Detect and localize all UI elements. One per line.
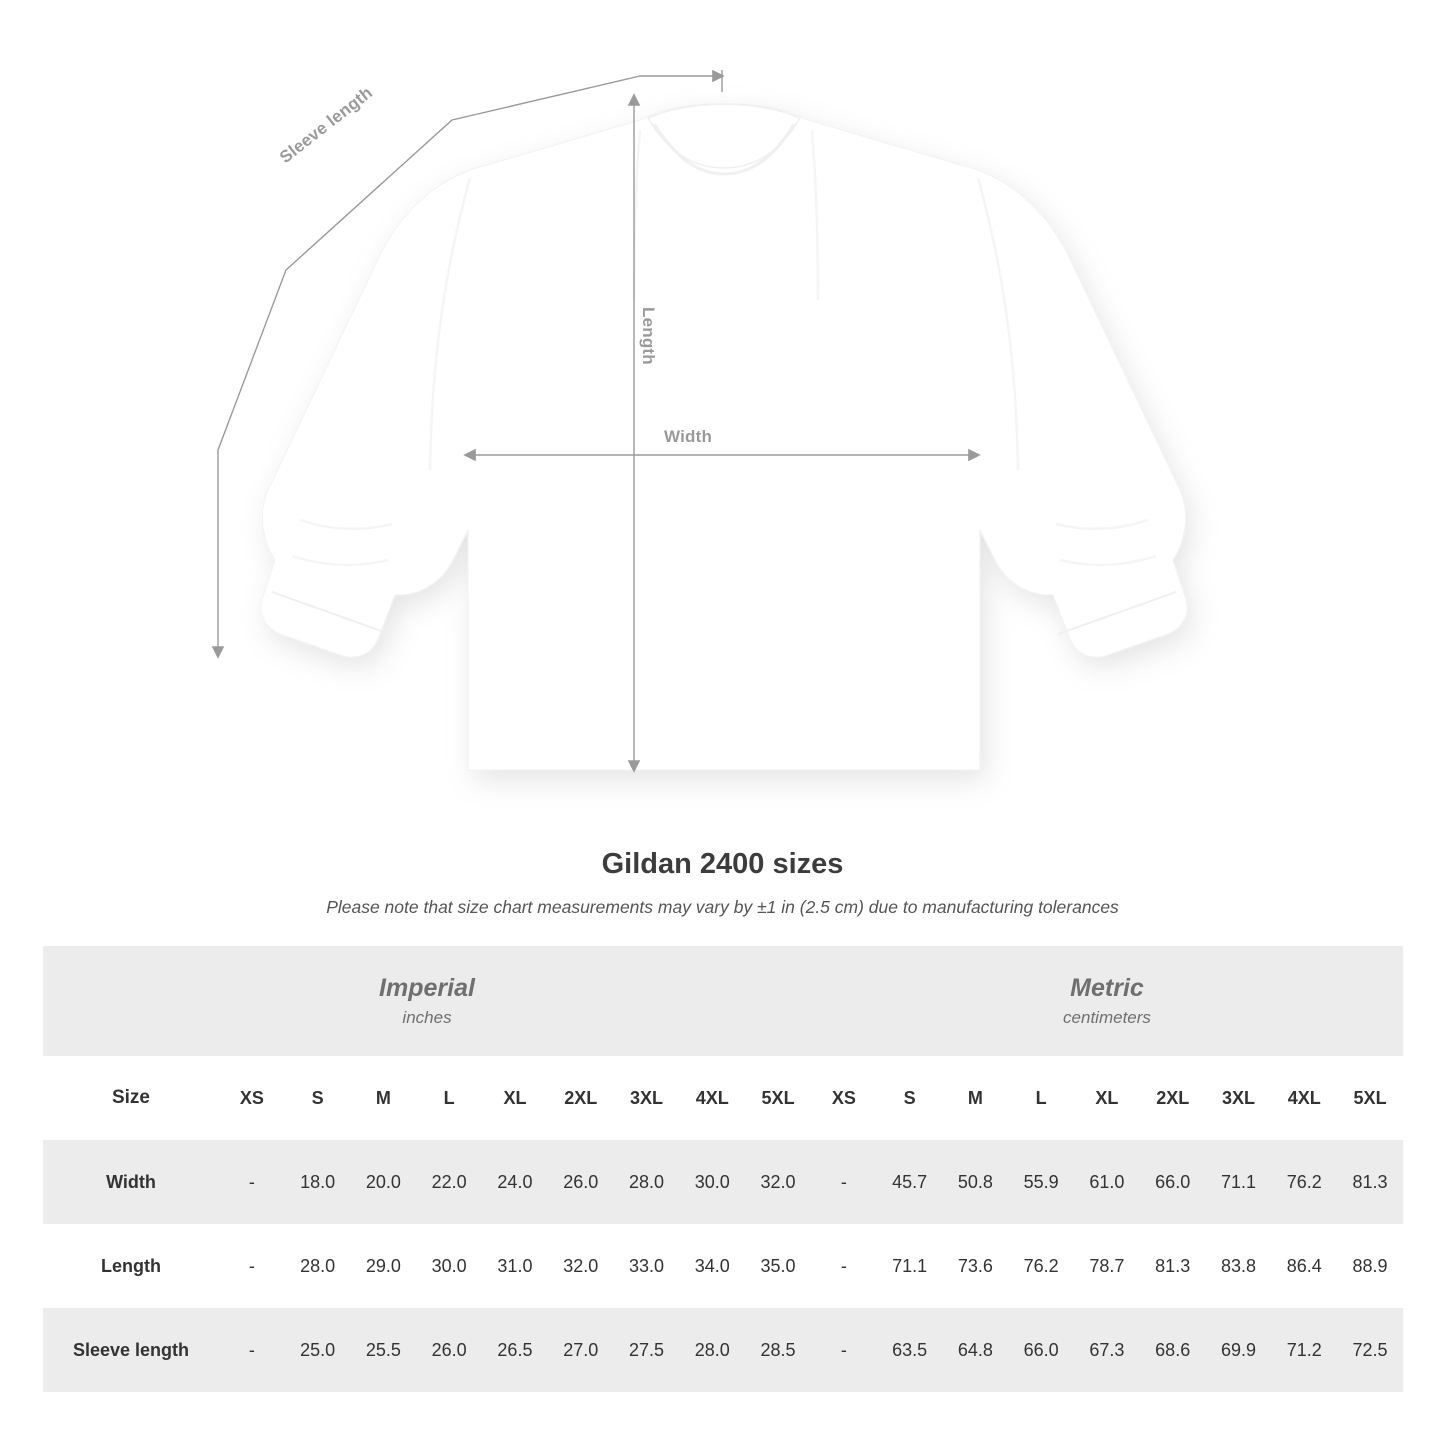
size-header-15: 3XL (1206, 1056, 1272, 1140)
cell-2-9: - (811, 1308, 877, 1392)
size-header-6: 3XL (614, 1056, 680, 1140)
cell-2-10: 63.5 (877, 1308, 943, 1392)
unit-imperial-sub: inches (402, 1008, 452, 1028)
cell-1-12: 76.2 (1008, 1224, 1074, 1308)
row-label-2: Sleeve length (43, 1308, 219, 1392)
width-label: Width (664, 427, 713, 446)
cell-2-0: - (219, 1308, 285, 1392)
size-header-8: 5XL (745, 1056, 811, 1140)
cell-1-6: 33.0 (614, 1224, 680, 1308)
row-header-size: Size (43, 1056, 219, 1140)
cell-0-14: 66.0 (1140, 1140, 1206, 1224)
cell-2-14: 68.6 (1140, 1308, 1206, 1392)
length-label: Length (639, 307, 658, 365)
cell-0-2: 20.0 (351, 1140, 417, 1224)
size-header-5: 2XL (548, 1056, 614, 1140)
table-row (43, 1140, 1403, 1224)
cell-1-14: 81.3 (1140, 1224, 1206, 1308)
table-row (43, 1308, 1403, 1392)
page-title: Gildan 2400 sizes (601, 848, 844, 880)
tolerance-note: Please note that size chart measurements may vary by ±1 in (2.5 cm) due to manufacturing tolerances (326, 897, 1119, 917)
size-header-2: M (351, 1056, 417, 1140)
cell-1-5: 32.0 (548, 1224, 614, 1308)
cell-1-10: 71.1 (877, 1224, 943, 1308)
cell-0-11: 50.8 (943, 1140, 1009, 1224)
cell-1-7: 34.0 (679, 1224, 745, 1308)
cell-1-2: 29.0 (351, 1224, 417, 1308)
cell-2-16: 71.2 (1271, 1308, 1337, 1392)
cell-1-17: 88.9 (1337, 1224, 1403, 1308)
cell-0-15: 71.1 (1206, 1140, 1272, 1224)
cell-2-13: 67.3 (1074, 1308, 1140, 1392)
size-table (43, 946, 1403, 1392)
cell-2-7: 28.0 (679, 1308, 745, 1392)
cell-0-10: 45.7 (877, 1140, 943, 1224)
cell-0-4: 24.0 (482, 1140, 548, 1224)
cell-1-9: - (811, 1224, 877, 1308)
size-header-7: 4XL (679, 1056, 745, 1140)
cell-2-8: 28.5 (745, 1308, 811, 1392)
cell-2-12: 66.0 (1008, 1308, 1074, 1392)
cell-0-8: 32.0 (745, 1140, 811, 1224)
cell-0-0: - (219, 1140, 285, 1224)
cell-1-4: 31.0 (482, 1224, 548, 1308)
size-header-1: S (285, 1056, 351, 1140)
cell-0-12: 55.9 (1008, 1140, 1074, 1224)
size-header-4: XL (482, 1056, 548, 1140)
table-row (43, 1224, 1403, 1308)
title-block (0, 848, 1445, 918)
cell-2-15: 69.9 (1206, 1308, 1272, 1392)
unit-metric-name: Metric (1070, 973, 1144, 1002)
size-header-16: 4XL (1271, 1056, 1337, 1140)
cell-0-9: - (811, 1140, 877, 1224)
unit-metric-sub: centimeters (1063, 1008, 1151, 1028)
size-header-11: M (943, 1056, 1009, 1140)
size-header-10: S (877, 1056, 943, 1140)
size-table-wrapper (43, 946, 1403, 1392)
cell-2-5: 27.0 (548, 1308, 614, 1392)
cell-1-15: 83.8 (1206, 1224, 1272, 1308)
cell-0-17: 81.3 (1337, 1140, 1403, 1224)
cell-0-5: 26.0 (548, 1140, 614, 1224)
cell-1-13: 78.7 (1074, 1224, 1140, 1308)
cell-2-6: 27.5 (614, 1308, 680, 1392)
cell-1-1: 28.0 (285, 1224, 351, 1308)
cell-2-4: 26.5 (482, 1308, 548, 1392)
size-header-row (43, 1056, 1403, 1140)
cell-0-7: 30.0 (679, 1140, 745, 1224)
cell-1-11: 73.6 (943, 1224, 1009, 1308)
size-header-14: 2XL (1140, 1056, 1206, 1140)
unit-group-metric (811, 946, 1403, 1056)
cell-2-2: 25.5 (351, 1308, 417, 1392)
size-header-0: XS (219, 1056, 285, 1140)
unit-group-imperial (43, 946, 811, 1056)
size-header-17: 5XL (1337, 1056, 1403, 1140)
cell-0-1: 18.0 (285, 1140, 351, 1224)
cell-2-11: 64.8 (943, 1308, 1009, 1392)
size-header-13: XL (1074, 1056, 1140, 1140)
cell-1-3: 30.0 (416, 1224, 482, 1308)
cell-0-6: 28.0 (614, 1140, 680, 1224)
cell-1-0: - (219, 1224, 285, 1308)
row-label-1: Length (43, 1224, 219, 1308)
cell-0-3: 22.0 (416, 1140, 482, 1224)
unit-imperial-name: Imperial (379, 973, 475, 1002)
row-label-0: Width (43, 1140, 219, 1224)
cell-2-1: 25.0 (285, 1308, 351, 1392)
shirt-silhouette (261, 104, 1187, 770)
cell-1-8: 35.0 (745, 1224, 811, 1308)
cell-0-13: 61.0 (1074, 1140, 1140, 1224)
size-header-12: L (1008, 1056, 1074, 1140)
unit-header-row (43, 946, 1403, 1056)
cell-2-17: 72.5 (1337, 1308, 1403, 1392)
size-header-9: XS (811, 1056, 877, 1140)
sleeve-length-label: Sleeve length (276, 82, 377, 167)
cell-0-16: 76.2 (1271, 1140, 1337, 1224)
size-header-3: L (416, 1056, 482, 1140)
cell-1-16: 86.4 (1271, 1224, 1337, 1308)
cell-2-3: 26.0 (416, 1308, 482, 1392)
